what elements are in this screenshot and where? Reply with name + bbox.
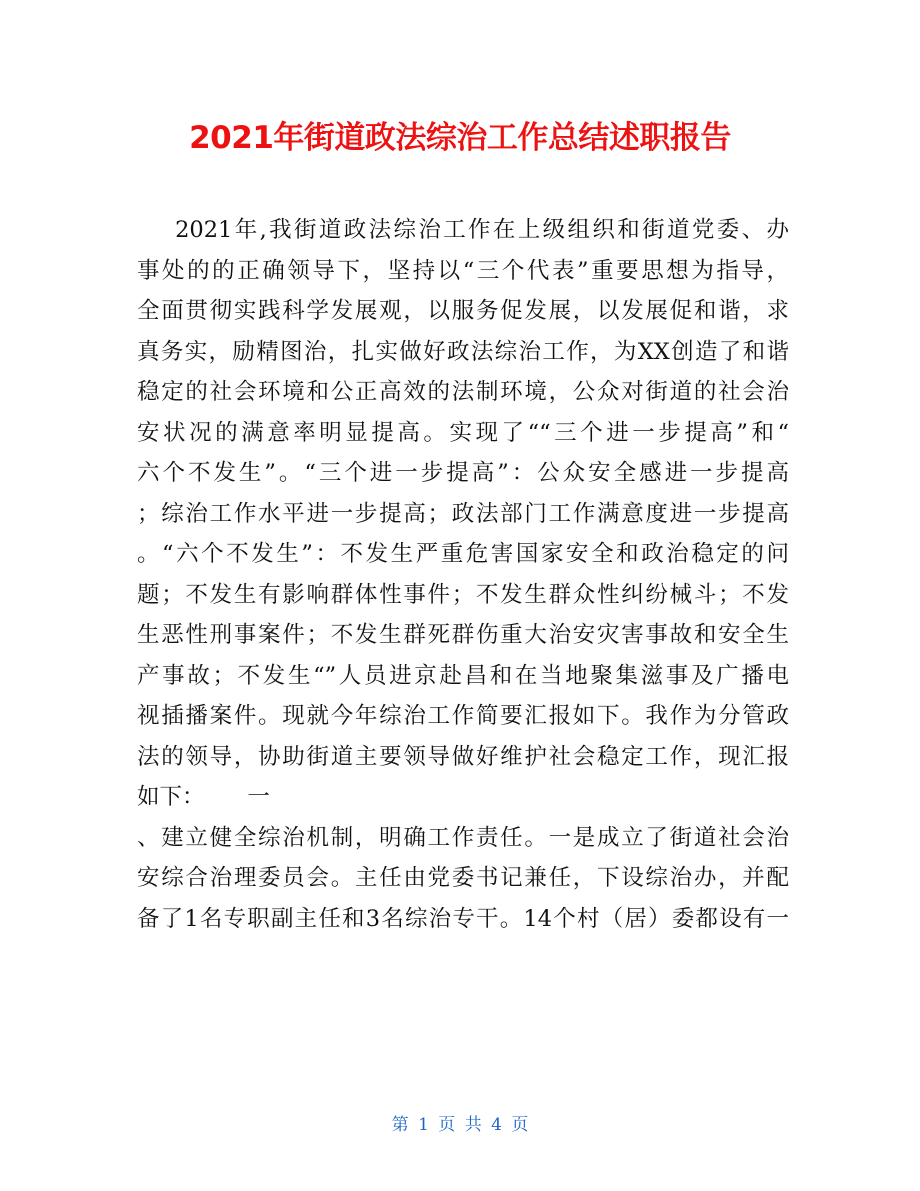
body-line: 题；不发生有影响群体性事件；不发生群众性纠纷械斗；不发	[137, 581, 789, 608]
document-title: 2021年街道政法综治工作总结述职报告	[189, 120, 731, 156]
body-line: 2021年,我街道政法综治工作在上级组织和街道党委、办	[137, 217, 789, 243]
body-line: 。“六个不发生”：不发生严重危害国家安全和政治稳定的问	[137, 541, 789, 567]
body-line: 安状况的满意率明显提高。实现了““三个进一步提高”和“	[137, 419, 789, 446]
body-line: 事处的的正确领导下，坚持以“三个代表”重要思想为指导，	[137, 257, 789, 284]
body-line: 稳定的社会环境和公正高效的法制环境，公众对街道的社会治	[137, 379, 789, 405]
body-line: 备了1名专职副主任和3名综治专干。14个村（居）委都设有一	[137, 905, 789, 932]
body-line: 六个不发生”。“三个进一步提高”：公众安全感进一步提高	[137, 460, 789, 486]
body-line: 如下： 一	[137, 784, 270, 810]
page-number-footer: 第 1 页 共 4 页	[391, 1115, 529, 1135]
body-line: 法的领导，协助街道主要领导做好维护社会稳定工作，现汇报	[137, 743, 789, 770]
document-body	[137, 210, 789, 939]
body-line: 视插播案件。现就今年综治工作简要汇报如下。我作为分管政	[137, 703, 789, 729]
body-line: 全面贯彻实践科学发展观，以服务促发展，以发展促和谐，求	[137, 298, 789, 324]
body-line: ；综治工作水平进一步提高；政法部门工作满意度进一步提高	[137, 500, 789, 527]
body-line: 安综合治理委员会。主任由党委书记兼任，下设综治办，并配	[137, 865, 789, 891]
body-line: 、建立健全综治机制，明确工作责任。一是成立了街道社会治	[137, 824, 789, 851]
body-line: 产事故；不发生“”人员进京赴昌和在当地聚集滋事及广播电	[137, 662, 789, 689]
body-line: 真务实，励精图治，扎实做好政法综治工作，为XX创造了和谐	[137, 338, 789, 365]
body-line: 生恶性刑事案件；不发生群死群伤重大治安灾害事故和安全生	[137, 622, 789, 648]
